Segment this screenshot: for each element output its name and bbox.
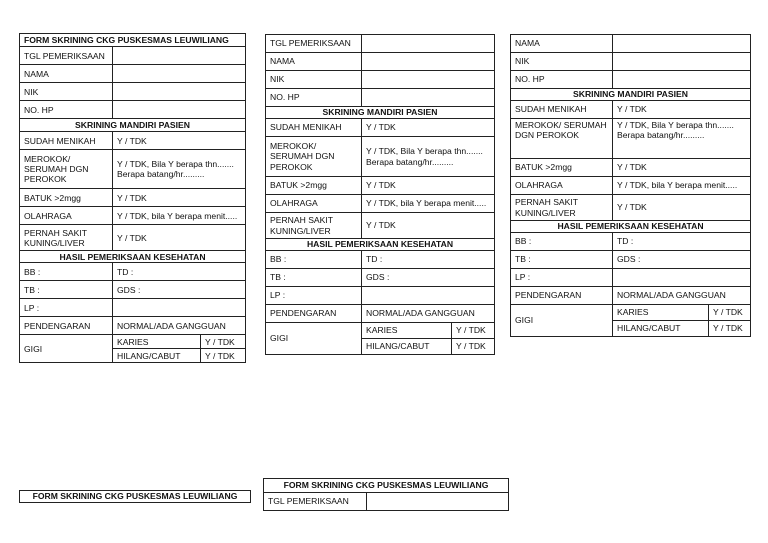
olahraga-label: OLAHRAGA xyxy=(266,195,362,213)
batuk-options[interactable]: Y / TDK xyxy=(362,177,495,195)
karies-label: KARIES xyxy=(362,323,452,339)
karies-options[interactable]: Y / TDK xyxy=(452,323,495,339)
hilang-options[interactable]: Y / TDK xyxy=(709,321,751,337)
nama-field[interactable] xyxy=(113,65,246,83)
sudah-menikah-label: SUDAH MENIKAH xyxy=(511,101,613,119)
bb-label: BB : xyxy=(20,263,113,281)
merokok-label: MEROKOK/ SERUMAH DGN PEROKOK xyxy=(511,119,613,159)
pernah-sakit-options[interactable]: Y / TDK xyxy=(362,213,495,239)
pendengaran-label: PENDENGARAN xyxy=(20,317,113,335)
tgl-pemeriksaan-label: TGL PEMERIKSAAN xyxy=(266,35,362,53)
merokok-options[interactable]: Y / TDK, Bila Y berapa thn....... Berapa batang/hr......... xyxy=(613,119,751,159)
olahraga-options[interactable]: Y / TDK, bila Y berapa menit..... xyxy=(613,177,751,195)
no-hp-field[interactable] xyxy=(362,89,495,107)
screening-form-5-partial xyxy=(263,478,509,511)
skrining-header: SKRINING MANDIRI PASIEN xyxy=(511,89,751,101)
karies-options[interactable]: Y / TDK xyxy=(201,335,246,349)
skrining-header: SKRINING MANDIRI PASIEN xyxy=(20,119,246,132)
sudah-menikah-label: SUDAH MENIKAH xyxy=(266,119,362,137)
tgl-pemeriksaan-field[interactable] xyxy=(367,493,509,511)
form-title-strip: FORM SKRINING CKG PUSKESMAS LEUWILIANG xyxy=(19,490,251,503)
no-hp-field[interactable] xyxy=(613,71,751,89)
pernah-sakit-label: PERNAH SAKIT KUNING/LIVER xyxy=(20,225,113,251)
olahraga-options[interactable]: Y / TDK, bila Y berapa menit..... xyxy=(113,207,246,225)
tgl-pemeriksaan-field[interactable] xyxy=(362,35,495,53)
hilang-label: HILANG/CABUT xyxy=(113,349,201,363)
merokok-label: MEROKOK/ SERUMAH DGN PEROKOK xyxy=(20,150,113,189)
hilang-label: HILANG/CABUT xyxy=(613,321,709,337)
pendengaran-label: PENDENGARAN xyxy=(511,287,613,305)
nama-label: NAMA xyxy=(20,65,113,83)
lp-label: LP : xyxy=(20,299,113,317)
tb-label: TB : xyxy=(266,269,362,287)
td-field[interactable]: TD : xyxy=(362,251,495,269)
gds-field[interactable]: GDS : xyxy=(113,281,246,299)
sudah-menikah-options[interactable]: Y / TDK xyxy=(613,101,751,119)
batuk-label: BATUK >2mgg xyxy=(511,159,613,177)
no-hp-label: NO. HP xyxy=(511,71,613,89)
pendengaran-options[interactable]: NORMAL/ADA GANGGUAN xyxy=(113,317,246,335)
td-field[interactable]: TD : xyxy=(613,233,751,251)
merokok-label: MEROKOK/ SERUMAH DGN PEROKOK xyxy=(266,137,362,177)
hilang-options[interactable]: Y / TDK xyxy=(201,349,246,363)
gds-field[interactable]: GDS : xyxy=(362,269,495,287)
hasil-header: HASIL PEMERIKSAAN KESEHATAN xyxy=(266,239,495,251)
tb-label: TB : xyxy=(20,281,113,299)
nama-field[interactable] xyxy=(362,53,495,71)
nama-field[interactable] xyxy=(613,35,751,53)
lp-label: LP : xyxy=(266,287,362,305)
olahraga-options[interactable]: Y / TDK, bila Y berapa menit..... xyxy=(362,195,495,213)
karies-options[interactable]: Y / TDK xyxy=(709,305,751,321)
pernah-sakit-label: PERNAH SAKIT KUNING/LIVER xyxy=(266,213,362,239)
tgl-pemeriksaan-field[interactable] xyxy=(113,47,246,65)
batuk-options[interactable]: Y / TDK xyxy=(113,189,246,207)
nik-field[interactable] xyxy=(613,53,751,71)
batuk-label: BATUK >2mgg xyxy=(20,189,113,207)
sudah-menikah-options[interactable]: Y / TDK xyxy=(362,119,495,137)
batuk-label: BATUK >2mgg xyxy=(266,177,362,195)
nama-label: NAMA xyxy=(266,53,362,71)
pendengaran-options[interactable]: NORMAL/ADA GANGGUAN xyxy=(613,287,751,305)
no-hp-label: NO. HP xyxy=(266,89,362,107)
pendengaran-label: PENDENGARAN xyxy=(266,305,362,323)
merokok-options[interactable]: Y / TDK, Bila Y berapa thn....... Berapa batang/hr......... xyxy=(113,150,246,189)
hilang-options[interactable]: Y / TDK xyxy=(452,339,495,355)
pernah-sakit-label: PERNAH SAKIT KUNING/LIVER xyxy=(511,195,613,221)
bb-label: BB : xyxy=(511,233,613,251)
nik-label: NIK xyxy=(511,53,613,71)
olahraga-label: OLAHRAGA xyxy=(511,177,613,195)
pendengaran-options[interactable]: NORMAL/ADA GANGGUAN xyxy=(362,305,495,323)
tgl-pemeriksaan-label: TGL PEMERIKSAAN xyxy=(20,47,113,65)
gigi-label: GIGI xyxy=(20,335,113,363)
sudah-menikah-label: SUDAH MENIKAH xyxy=(20,132,113,150)
form-title: FORM SKRINING CKG PUSKESMAS LEUWILIANG xyxy=(264,479,509,493)
no-hp-field[interactable] xyxy=(113,101,246,119)
screening-form-1 xyxy=(19,33,246,363)
pernah-sakit-options[interactable]: Y / TDK xyxy=(613,195,751,221)
lp-field[interactable] xyxy=(362,287,495,305)
screening-form-2 xyxy=(265,34,495,355)
bb-label: BB : xyxy=(266,251,362,269)
pernah-sakit-options[interactable]: Y / TDK xyxy=(113,225,246,251)
tb-label: TB : xyxy=(511,251,613,269)
batuk-options[interactable]: Y / TDK xyxy=(613,159,751,177)
lp-label: LP : xyxy=(511,269,613,287)
form-title: FORM SKRINING CKG PUSKESMAS LEUWILIANG xyxy=(20,34,246,47)
nik-label: NIK xyxy=(20,83,113,101)
hasil-header: HASIL PEMERIKSAAN KESEHATAN xyxy=(511,221,751,233)
screening-form-3 xyxy=(510,34,751,337)
karies-label: KARIES xyxy=(613,305,709,321)
skrining-header: SKRINING MANDIRI PASIEN xyxy=(266,107,495,119)
tgl-pemeriksaan-label: TGL PEMERIKSAAN xyxy=(264,493,367,511)
hasil-header: HASIL PEMERIKSAAN KESEHATAN xyxy=(20,251,246,263)
nik-label: NIK xyxy=(266,71,362,89)
gds-field[interactable]: GDS : xyxy=(613,251,751,269)
lp-field[interactable] xyxy=(113,299,246,317)
nik-field[interactable] xyxy=(113,83,246,101)
nama-label: NAMA xyxy=(511,35,613,53)
td-field[interactable]: TD : xyxy=(113,263,246,281)
sudah-menikah-options[interactable]: Y / TDK xyxy=(113,132,246,150)
hilang-label: HILANG/CABUT xyxy=(362,339,452,355)
olahraga-label: OLAHRAGA xyxy=(20,207,113,225)
no-hp-label: NO. HP xyxy=(20,101,113,119)
gigi-label: GIGI xyxy=(511,305,613,337)
lp-field[interactable] xyxy=(613,269,751,287)
gigi-label: GIGI xyxy=(266,323,362,355)
nik-field[interactable] xyxy=(362,71,495,89)
merokok-options[interactable]: Y / TDK, Bila Y berapa thn....... Berapa batang/hr......... xyxy=(362,137,495,177)
karies-label: KARIES xyxy=(113,335,201,349)
